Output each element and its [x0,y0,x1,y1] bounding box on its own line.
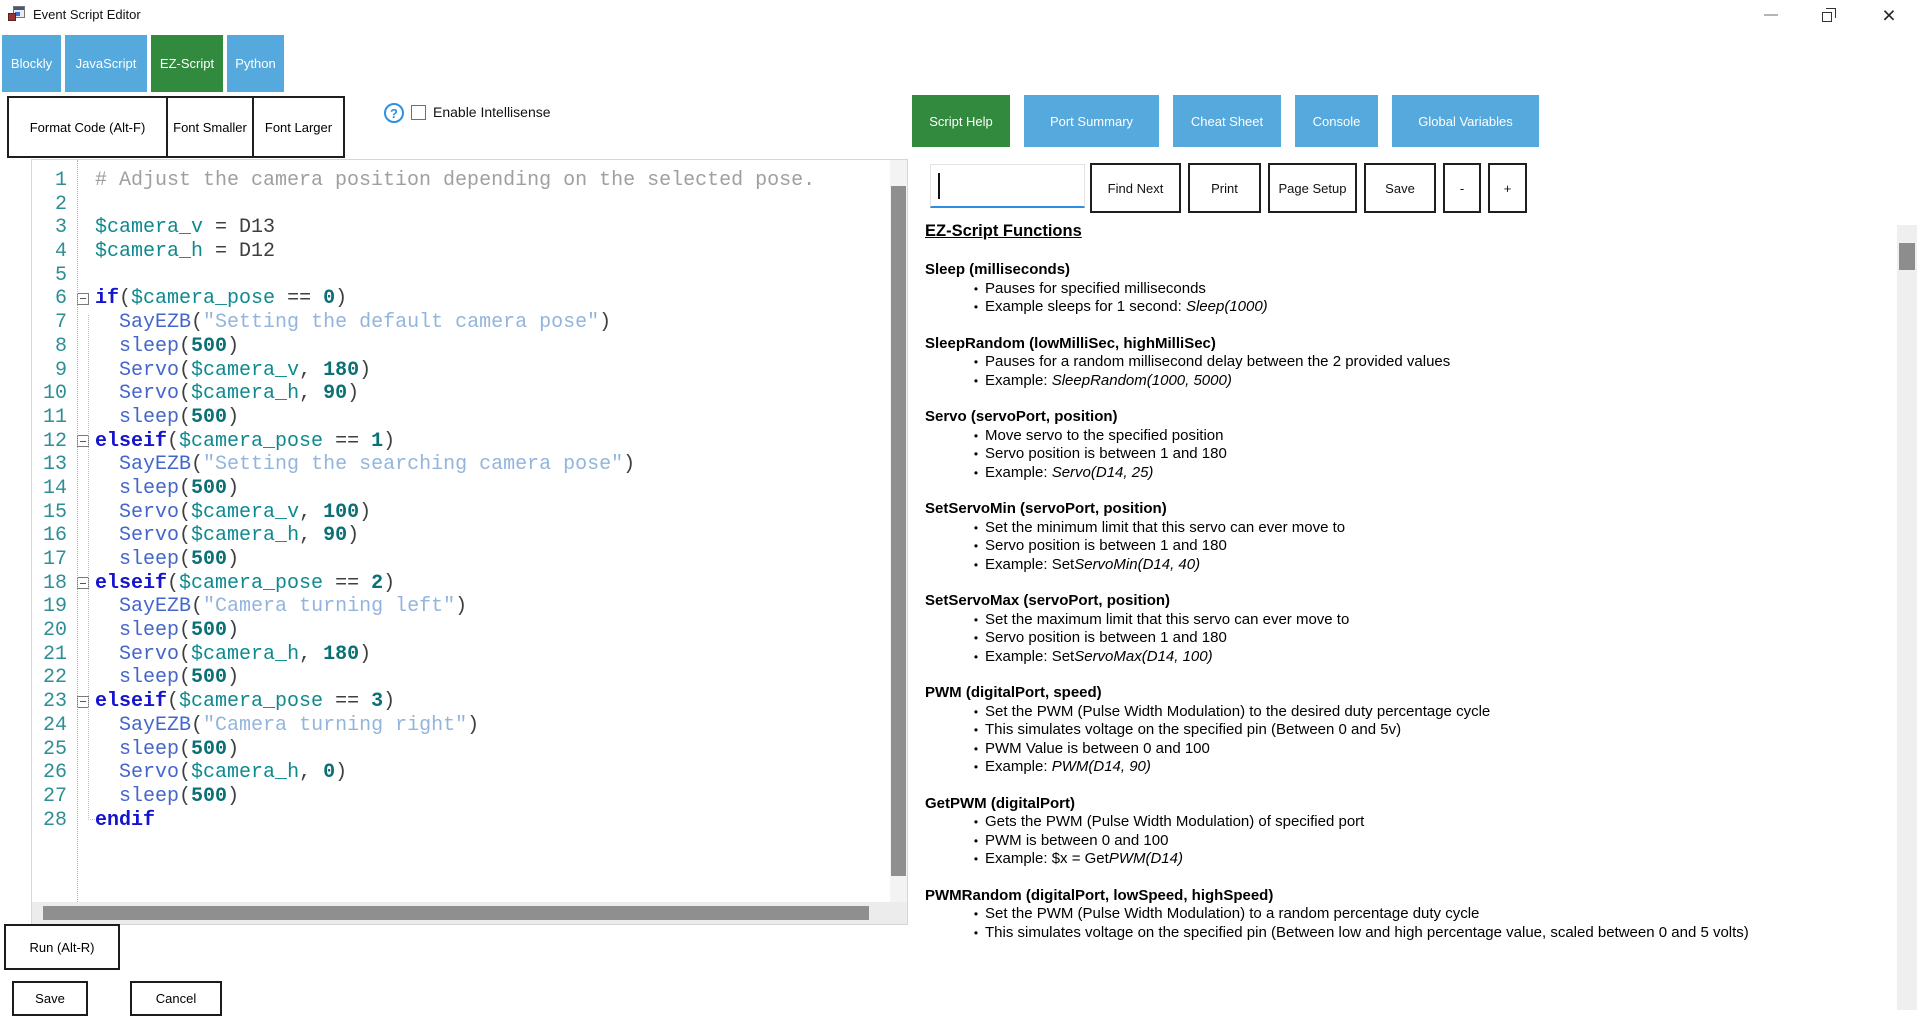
line-number: 4 [54,240,67,264]
code-line [32,761,890,785]
bullet-text: Servo position is between 1 and 180 [985,537,1227,554]
bullet-icon: • [973,704,979,719]
fold-column [72,406,95,430]
code-text: Servo($camera_h, 0) [119,761,348,785]
plus-button[interactable]: + [1488,163,1527,213]
doc-bullet [925,721,1885,740]
bullet-icon: • [973,852,979,866]
fold-column [72,477,95,501]
code-editor[interactable] [31,159,908,925]
fold-column [72,761,95,785]
code-line [32,453,890,477]
code-line [32,785,890,809]
code-line [32,264,890,288]
fold-column [72,193,95,217]
function-signature: SetServoMax (servoPort, position) [925,592,1171,609]
close-icon: × [1882,1,1896,28]
bullet-text: Set the maximum limit that this servo can ever move to [985,610,1350,628]
font-larger-button[interactable]: Font Larger [254,98,343,156]
doc-bullet [925,758,1885,777]
code-text: SayEZB("Camera turning right") [119,713,480,737]
tab-ez-script[interactable]: EZ-Script [151,35,223,92]
code-line [32,501,890,525]
restore-button[interactable] [1807,0,1853,30]
line-number: 3 [54,216,67,240]
port-summary-button[interactable]: Port Summary [1024,95,1159,147]
line-number: 22 [42,666,67,690]
code-line [32,595,890,619]
code-line [32,643,890,667]
fold-column [72,264,95,288]
code-text: elseif($camera_pose == 2) [95,571,396,595]
code-line [32,240,890,264]
bullet-text: Set the PWM (Pulse Width Modulation) to a random percentage duty cycle [985,905,1480,922]
fold-column [72,216,95,240]
fold-column [72,524,95,548]
line-number: 19 [42,595,67,619]
editor-vertical-scrollbar[interactable] [890,160,907,902]
restore-icon [1822,8,1838,23]
bullet-text: PWM is between 0 and 100 [985,831,1169,849]
fold-guide-corner [88,819,95,820]
bullet-text: Gets the PWM (Pulse Width Modulation) of specified port [985,813,1365,830]
cancel-button[interactable]: Cancel [130,981,222,1016]
fold-column [72,572,95,596]
font-smaller-button[interactable]: Font Smaller [168,98,254,156]
code-line [32,287,890,311]
tab-javascript[interactable]: JavaScript [65,35,147,92]
console-button[interactable]: Console [1295,95,1378,147]
doc-bullet [925,850,1885,869]
code-text: SayEZB("Setting the searching camera pose") [119,453,636,477]
code-line [32,216,890,240]
bullet-icon: • [973,355,979,369]
code-text: if($camera_pose == 0) [95,287,348,311]
line-number: 9 [54,358,67,382]
bullet-icon: • [973,539,979,553]
line-number: 27 [42,784,67,808]
bullet-text: Servo position is between 1 and 180 [985,629,1227,646]
bullet-text: PWM Value is between 0 and 100 [985,739,1210,757]
intellisense-checkbox[interactable] [411,105,426,120]
code-text: $camera_h = D12 [95,240,276,264]
bullet-text: Pauses for a random millisecond delay between the 2 provided values [985,353,1451,370]
code-text: SayEZB("Setting the default camera pose") [119,311,612,335]
code-line [32,335,890,359]
bullet-text: Servo position is between 1 and 180 [985,445,1227,462]
code-text: Servo($camera_v, 180) [119,358,372,382]
function-signature: GetPWM (digitalPort) [925,794,1075,812]
doc-bullet [925,905,1885,924]
search-input[interactable] [937,169,1077,201]
format-code-button[interactable]: Format Code (Alt-F) [9,98,168,156]
code-line [32,359,890,383]
function-doc-getpwm [925,795,1885,869]
bullet-icon: • [973,428,979,443]
code-line [32,548,890,572]
code-text: elseif($camera_pose == 1) [95,429,396,453]
bullet-icon: • [973,723,979,737]
fold-column [72,335,95,359]
code-line [32,477,890,501]
doc-bullet [925,813,1885,832]
scrollbar-thumb[interactable] [891,186,906,876]
find-toolbar [1090,163,1527,213]
bullet-icon: • [973,300,979,314]
editor-toolbar [7,96,345,158]
text-caret [938,173,940,199]
function-signature: SetServoMin (servoPort, position) [925,500,1167,517]
tab-bar [2,35,284,92]
code-text: elseif($camera_pose == 3) [95,690,396,714]
code-text [95,264,890,288]
doc-bullet [925,464,1885,483]
code-text: $camera_v = D13 [95,216,276,240]
doc-bullet [925,298,1885,317]
doc-bullet [925,280,1885,299]
doc-bullet [925,629,1885,648]
scrollbar-thumb[interactable] [1899,243,1915,270]
page-setup-button[interactable]: Page Setup [1268,163,1357,213]
code-line [32,690,890,714]
bullet-icon: • [973,907,979,921]
bullet-icon: • [973,281,979,296]
fold-column [72,785,95,809]
code-lines[interactable] [32,160,890,902]
function-doc-setservomin [925,500,1885,574]
code-text: Servo($camera_h, 90) [119,524,360,548]
line-number: 24 [42,713,67,737]
find-next-button[interactable]: Find Next [1090,163,1181,213]
doc-bullet [925,740,1885,759]
save-button[interactable]: Save [12,981,88,1016]
code-text [95,193,890,217]
code-text: SayEZB("Camera turning left") [119,595,468,619]
bullet-icon: • [973,741,979,756]
line-number: 13 [42,453,67,477]
fold-column [72,643,95,667]
doc-bullet [925,353,1885,372]
tab-python[interactable]: Python [227,35,284,92]
doc-bullet [925,537,1885,556]
code-line [32,738,890,762]
function-signature: PWMRandom (digitalPort, lowSpeed, highSpeed) [925,886,1274,904]
global-variables-button[interactable]: Global Variables [1392,95,1539,147]
save-search-button[interactable]: Save [1364,163,1436,213]
function-doc-pwmrandom [925,887,1885,943]
fold-column [72,548,95,572]
doc-bullet [925,445,1885,464]
tab-blockly[interactable]: Blockly [2,35,61,92]
code-line [32,524,890,548]
line-number: 17 [42,548,67,571]
code-line [32,311,890,335]
search-field-wrap [930,164,1085,208]
line-number: 12 [42,429,67,453]
reference-buttons [912,95,1539,147]
line-number: 14 [42,476,67,500]
fold-column [72,501,95,525]
line-number: 11 [42,405,67,429]
reference-sections [925,261,1885,942]
code-line [32,809,890,833]
code-line [32,193,890,217]
window-title: Event Script Editor [33,7,141,22]
function-doc-servo [925,408,1885,482]
line-number: 18 [42,571,67,595]
reference-vertical-scrollbar[interactable] [1897,225,1917,1010]
bullet-icon: • [973,649,979,664]
line-number: 16 [42,524,67,548]
bullet-icon: • [973,373,979,388]
fold-column [72,382,95,406]
doc-bullet [925,924,1885,943]
bullet-icon: • [973,760,979,774]
bullet-text: Example: $x = GetPWM(D14) [985,850,1183,867]
minimize-button[interactable] [1748,0,1794,30]
doc-bullet [925,648,1885,667]
line-number: 23 [42,690,67,714]
cheat-sheet-button[interactable]: Cheat Sheet [1173,95,1281,147]
fold-column [72,453,95,477]
function-doc-setservomax [925,592,1885,666]
line-number: 28 [42,808,67,832]
bullet-text: This simulates voltage on the specified pin (Between low and high percentage value, scaled between 0 and 5 volts) [985,923,1749,941]
code-line [32,714,890,738]
doc-bullet [925,556,1885,575]
code-text: sleep(500) [119,619,240,643]
bullet-icon: • [973,833,979,848]
fold-column [72,240,95,264]
fold-column [72,311,95,335]
fold-guide-line [88,315,89,820]
reference-title: EZ-Script Functions [925,222,1082,240]
function-doc-pwm [925,684,1885,777]
code-line [32,430,890,454]
code-text: sleep(500) [119,737,240,761]
doc-bullet [925,611,1885,630]
bullet-text: Set the PWM (Pulse Width Modulation) to the desired duty percentage cycle [985,702,1491,720]
line-number: 8 [54,334,67,358]
fold-column [72,690,95,714]
code-text: sleep(500) [119,548,240,571]
fold-column [72,169,95,193]
script-help-button[interactable]: Script Help [912,95,1010,147]
bullet-text: Example: PWM(D14, 90) [985,758,1151,775]
bullet-icon: • [973,612,979,627]
bullet-icon: • [973,631,979,645]
code-text: sleep(500) [119,666,240,690]
code-line [32,619,890,643]
bullet-text: Example: SetServoMin(D14, 40) [985,555,1201,573]
bullet-icon: • [973,815,979,829]
line-number: 7 [54,311,67,335]
help-icon[interactable]: ? [384,103,404,123]
code-text: Servo($camera_h, 90) [119,382,360,406]
function-doc-sleep [925,261,1885,317]
fold-column [72,359,95,383]
fold-column [72,287,95,311]
bullet-text: Example: SleepRandom(1000, 5000) [985,371,1232,389]
code-text: sleep(500) [119,334,240,358]
fold-column [72,619,95,643]
code-text: Servo($camera_h, 180) [119,642,372,666]
line-number: 6 [54,287,67,311]
bullet-icon: • [973,520,979,535]
doc-bullet [925,427,1885,446]
line-number: 2 [54,192,67,216]
code-text: Servo($camera_v, 100) [119,500,372,524]
line-number-separator [77,160,78,902]
line-number: 1 [54,169,67,192]
close-button[interactable] [1866,0,1912,30]
code-text: # Adjust the camera position depending on the selected pose. [95,169,816,192]
code-line [32,169,890,193]
line-number: 20 [42,619,67,643]
function-signature: Servo (servoPort, position) [925,408,1118,425]
fold-column [72,714,95,738]
doc-bullet [925,372,1885,391]
scrollbar-thumb[interactable] [43,906,869,920]
code-text: sleep(500) [119,405,240,429]
print-button[interactable]: Print [1188,163,1261,213]
bullet-text: Example: SetServoMax(D14, 100) [985,647,1213,665]
code-line [32,666,890,690]
bullet-text: Set the minimum limit that this servo can ever move to [985,518,1346,536]
doc-bullet [925,832,1885,851]
minimize-icon [1764,14,1778,16]
fold-column [72,666,95,690]
doc-bullet [925,519,1885,538]
doc-bullet [925,703,1885,722]
bullet-text: Move servo to the specified position [985,426,1224,444]
code-line [32,382,890,406]
line-number: 10 [42,382,67,406]
bullet-icon: • [973,557,979,572]
function-signature: Sleep (milliseconds) [925,261,1071,278]
bullet-icon: • [973,447,979,461]
title-bar [0,0,1920,30]
line-number: 26 [42,761,67,785]
run-button[interactable]: Run (Alt-R) [4,924,120,970]
function-doc-sleeprandom [925,335,1885,391]
function-signature: PWM (digitalPort, speed) [925,684,1102,701]
fold-column [72,430,95,454]
fold-column [72,595,95,619]
minus-button[interactable]: - [1443,163,1481,213]
function-signature: SleepRandom (lowMilliSec, highMilliSec) [925,334,1216,352]
code-text: sleep(500) [119,784,240,808]
code-text: sleep(500) [119,476,240,500]
bullet-text: Example: Servo(D14, 25) [985,463,1154,481]
function-reference-panel [925,222,1885,968]
bullet-text: Pauses for specified milliseconds [985,279,1206,297]
collapse-icon[interactable] [77,293,89,305]
intellisense-label: Enable Intellisense [433,104,551,120]
code-line [32,572,890,596]
bullet-icon: • [973,465,979,480]
line-number: 21 [42,642,67,666]
line-number: 5 [54,263,67,287]
app-icon [8,5,26,23]
line-number: 15 [42,500,67,524]
fold-column [72,738,95,762]
line-number: 25 [42,737,67,761]
fold-column [72,809,95,833]
code-line [32,406,890,430]
code-text: endif [95,808,156,832]
bullet-icon: • [973,925,979,940]
bullet-text: Example sleeps for 1 second: Sleep(1000) [985,298,1268,315]
bullet-text: This simulates voltage on the specified pin (Between 0 and 5v) [985,721,1402,738]
editor-horizontal-scrollbar[interactable] [32,902,907,924]
